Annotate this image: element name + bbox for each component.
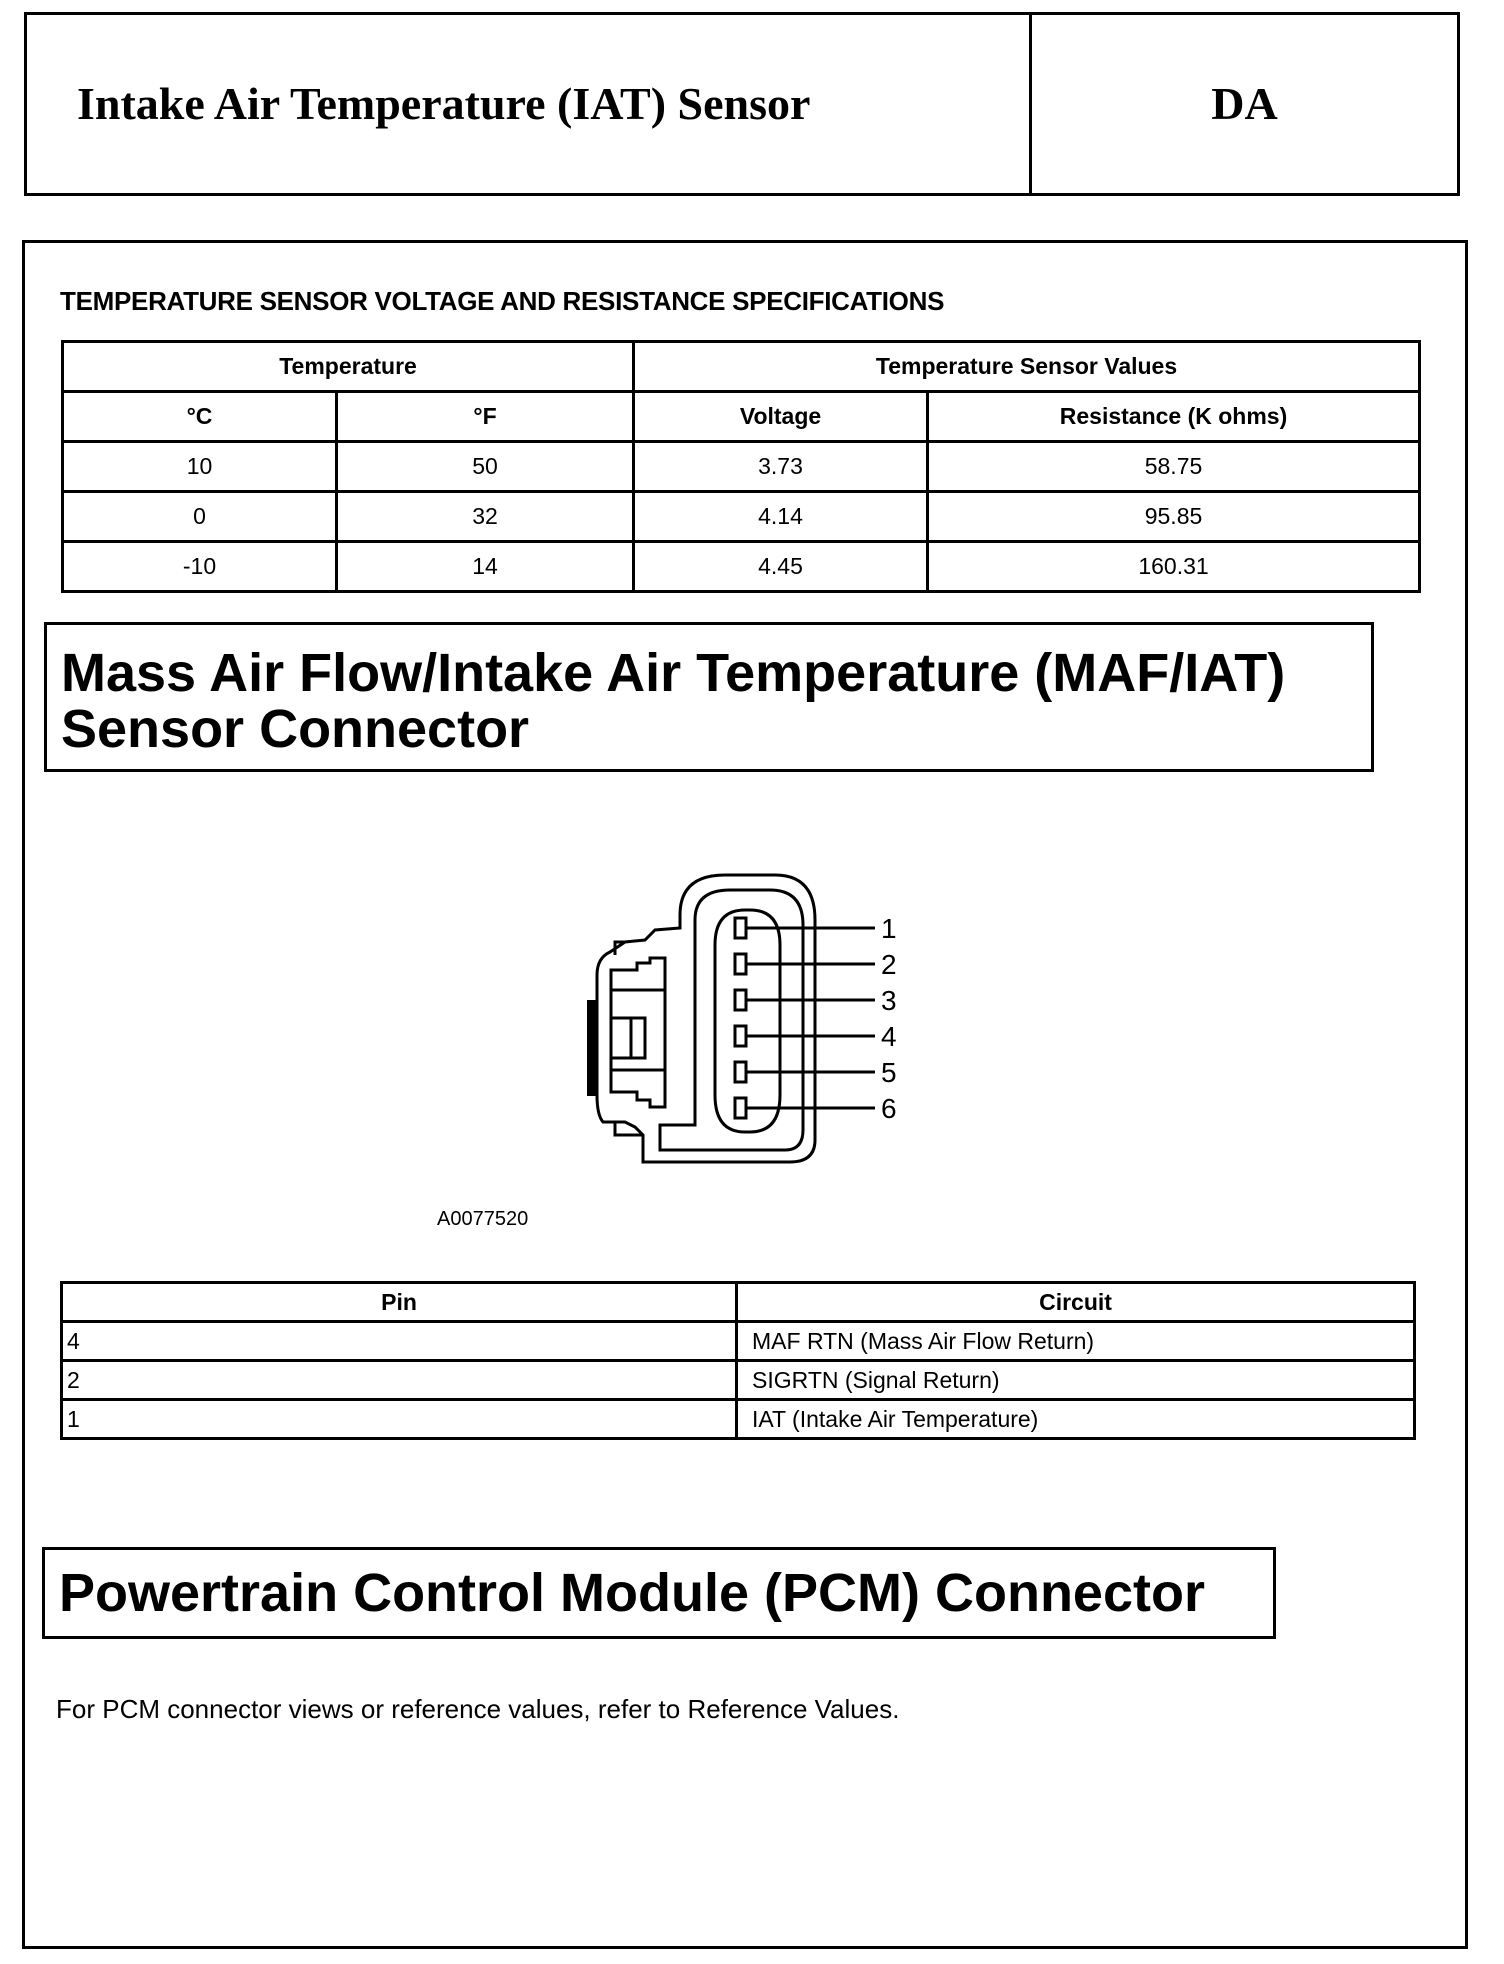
spec-column-header-row xyxy=(63,392,1420,442)
table-row xyxy=(63,542,1420,592)
table-row xyxy=(62,1400,1415,1439)
column-header-voltage: Voltage xyxy=(634,392,928,442)
table-row xyxy=(62,1361,1415,1400)
cell-resistance: 160.31 xyxy=(928,542,1420,592)
pin-terminal xyxy=(735,1062,746,1082)
cell-resistance: 58.75 xyxy=(928,442,1420,492)
column-header-celsius: °C xyxy=(63,392,337,442)
pcm-section-title: Powertrain Control Module (PCM) Connector xyxy=(42,1547,1276,1639)
pcm-reference-text: For PCM connector views or reference values, refer to Reference Values. xyxy=(56,1694,900,1724)
spec-table xyxy=(61,340,1421,593)
connector-housing xyxy=(597,875,815,1162)
column-header-fahrenheit: °F xyxy=(337,392,634,442)
cell-pin: 4 xyxy=(62,1322,737,1361)
table-row xyxy=(62,1322,1415,1361)
pin-terminal xyxy=(735,918,746,938)
cell-fahrenheit: 32 xyxy=(337,492,634,542)
page-header xyxy=(24,12,1460,196)
latch xyxy=(611,958,665,1107)
cell-pin: 1 xyxy=(62,1400,737,1439)
pin-number-label: 3 xyxy=(881,985,897,1016)
spec-group-header-row xyxy=(63,342,1420,392)
pin-terminal xyxy=(735,954,746,974)
pin-terminal xyxy=(735,990,746,1010)
cell-circuit: SIGRTN (Signal Return) xyxy=(737,1361,1415,1400)
cell-voltage: 4.45 xyxy=(634,542,928,592)
section-code: DA xyxy=(1211,78,1278,129)
cell-circuit: IAT (Intake Air Temperature) xyxy=(737,1400,1415,1439)
figure-code: A0077520 xyxy=(437,1208,529,1230)
cell-pin: 2 xyxy=(62,1361,737,1400)
group-header-temperature: Temperature xyxy=(63,342,634,392)
cell-circuit: MAF RTN (Mass Air Flow Return) xyxy=(737,1322,1415,1361)
latch-tab xyxy=(631,1018,645,1058)
cell-fahrenheit: 50 xyxy=(337,442,634,492)
pin-number-label: 5 xyxy=(881,1057,897,1088)
pin-number-label: 4 xyxy=(881,1021,897,1052)
table-row xyxy=(63,442,1420,492)
pin-table xyxy=(60,1281,1416,1440)
pin-number-label: 2 xyxy=(881,949,897,980)
maf-title-line-1: Mass Air Flow/Intake Air Temperature (MAF/IAT) xyxy=(61,643,1286,703)
pin-number-label: 6 xyxy=(881,1093,897,1124)
pin-terminal xyxy=(735,1098,746,1118)
cell-celsius: 10 xyxy=(63,442,337,492)
column-header-pin: Pin xyxy=(62,1283,737,1322)
maf-iat-section-title xyxy=(44,622,1374,772)
page-title: Intake Air Temperature (IAT) Sensor xyxy=(77,78,811,129)
column-header-resistance: Resistance (K ohms) xyxy=(928,392,1420,442)
lock-bar xyxy=(587,1000,596,1096)
maf-iat-connector-diagram xyxy=(585,870,915,1170)
pin-number-label: 1 xyxy=(881,913,897,944)
cell-celsius: -10 xyxy=(63,542,337,592)
pin-terminal xyxy=(735,1026,746,1046)
cell-voltage: 4.14 xyxy=(634,492,928,542)
maf-title-line-2: Sensor Connector xyxy=(61,699,530,759)
pin-table-header-row xyxy=(62,1283,1415,1322)
cell-voltage: 3.73 xyxy=(634,442,928,492)
cell-resistance: 95.85 xyxy=(928,492,1420,542)
cell-celsius: 0 xyxy=(63,492,337,542)
group-header-sensor-values: Temperature Sensor Values xyxy=(634,342,1420,392)
column-header-circuit: Circuit xyxy=(737,1283,1415,1322)
cell-fahrenheit: 14 xyxy=(337,542,634,592)
spec-table-heading: TEMPERATURE SENSOR VOLTAGE AND RESISTANCE SPECIFICATIONS xyxy=(60,286,945,316)
table-row xyxy=(63,492,1420,542)
